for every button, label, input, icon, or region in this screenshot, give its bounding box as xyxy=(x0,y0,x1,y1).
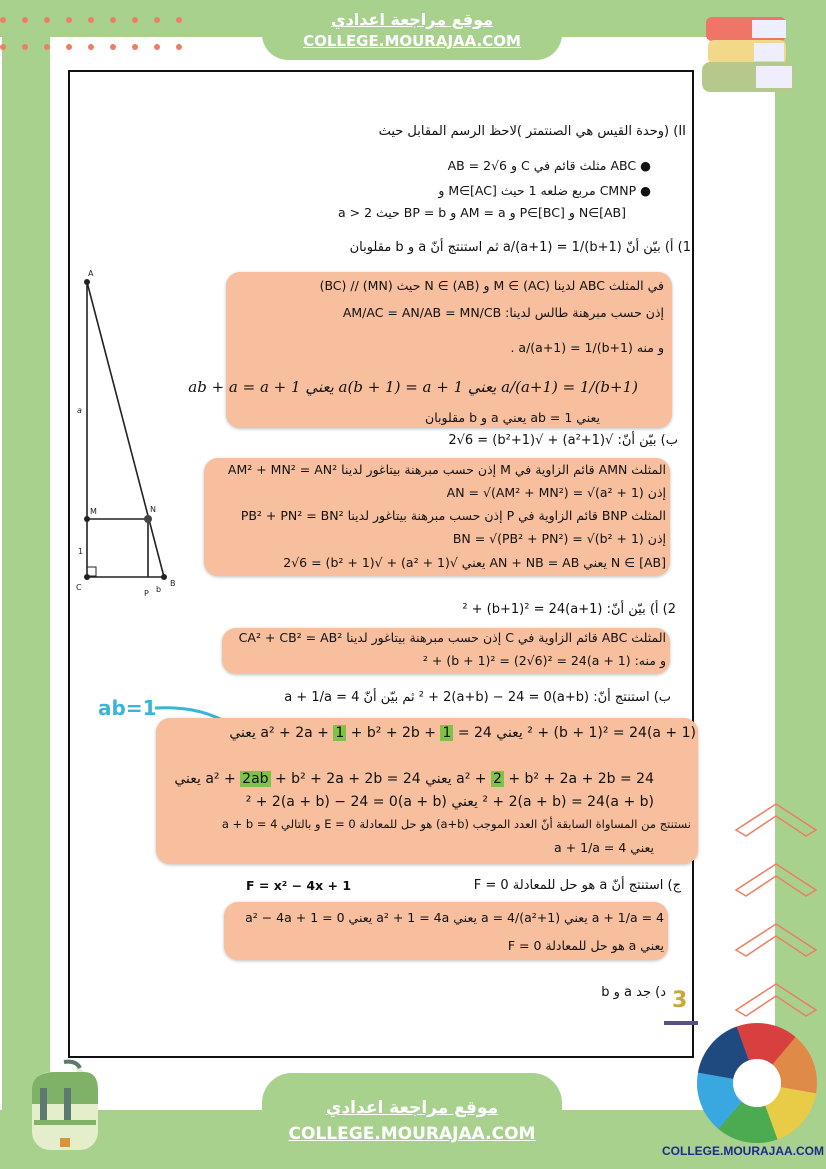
exercise-title: II) (وحدة القيس هي الصنتمتر )لاحظ الرسم المقابل حيث xyxy=(378,124,686,139)
svg-text:P: P xyxy=(144,589,149,598)
chevrons-decoration-icon xyxy=(734,790,818,1030)
box1-line-2: إذن حسب مبرهنة طالس لدينا: AM/AC = AN/AB = MN/CB xyxy=(342,305,664,320)
box2-line-5: N ∈ [AB] يعني AN + NB = AB يعني √(a² + 1) + √(b² + 1) = 2√6 xyxy=(283,555,666,570)
condition: N∈[AB] و P∈[BC] و AM = a و BP = b حيث a > 2 xyxy=(337,205,626,220)
svg-text:1: 1 xyxy=(78,547,84,556)
footer-tab xyxy=(262,1073,562,1169)
box1-line-5: يعني ab = 1 يعني a و b مقلوبان xyxy=(425,410,600,425)
box4-line-4: نستنتج من المساواة السابقة أنّ العدد الموجب (a+b) هو حل للمعادلة E = 0 و بالتالي a + b = 4 xyxy=(221,817,691,831)
svg-text:b: b xyxy=(156,585,162,594)
svg-text:a: a xyxy=(77,406,82,415)
question-2d: د) جد a و b xyxy=(601,985,666,1000)
svg-text:C: C xyxy=(76,583,82,592)
footer-logo-text[interactable]: COLLEGE.MOURAJAA.COM xyxy=(662,1144,824,1158)
function-f: F = x² − 4x + 1 xyxy=(246,878,352,893)
box2-line-3: المثلث BNP قائم الزاوية في P إذن حسب مبرهنة بيتاغور لدينا PB² + PN² = BN² xyxy=(240,508,666,523)
dots-row-1 xyxy=(0,17,182,23)
box3-line-2: و منه: (a + 1)² + (b + 1)² = (2√6)² = 24 xyxy=(422,653,666,668)
triangle-figure xyxy=(74,270,184,600)
box3-line-1: المثلث ABC قائم الزاوية في C إذن حسب مبرهنة بيتاغور لدينا CA² + CB² = AB² xyxy=(238,630,666,645)
bullet-2: ● CMNP مربع ضلعه 1 حيث M∈[AC] و xyxy=(438,183,651,198)
footer-site-name: موقع مراجعة اعدادي xyxy=(325,1098,499,1118)
box2-line-4: إذن BN = √(PB² + PN²) = √(b² + 1) xyxy=(452,531,666,546)
left-strip xyxy=(2,37,50,1112)
page-number: 3 xyxy=(672,988,688,1013)
question-2a: 2) أ) بيّن أنّ: (a+1)² + (b+1)² = 24 xyxy=(462,602,676,617)
box4-line-3: (a + b)² + 2(a + b) = 24 يعني (a + b)² + 2(a + b) − 24 = 0 xyxy=(245,794,654,810)
box5-line-1: a + 1/a = 4 يعني (a²+1)/a = 4 يعني a² + 1 = 4a يعني a² − 4a + 1 = 0 xyxy=(245,910,664,925)
box1-line-4: a/(a+1) = 1/(b+1) يعني a(b + 1) = a + 1 يعني ab + a = a + 1 xyxy=(188,378,638,396)
svg-text:N: N xyxy=(150,505,156,514)
svg-text:B: B xyxy=(170,579,176,588)
backpack-icon xyxy=(16,1058,112,1154)
page-number-underline xyxy=(664,1021,698,1025)
footer-site-link[interactable]: COLLEGE.MOURAJAA.COM xyxy=(288,1124,536,1144)
box4-line-5: يعني a + 1/a = 4 xyxy=(554,840,654,855)
box4-line-2: a² + 2 + b² + 2a + 2b = 24 يعني a² + 2ab + b² + 2a + 2b = 24 يعني xyxy=(174,771,654,787)
header-site-name: موقع مراجعة اعدادي xyxy=(330,10,494,29)
box1-line-1: في المثلث ABC لدينا M ∈ (AC) و N ∈ (AB) حيث (MN) // (BC) xyxy=(319,278,664,293)
annotation-ab-equals-1: ab=1 xyxy=(98,696,157,720)
subjects-wheel-logo-icon xyxy=(696,1022,818,1144)
box2-line-2: إذن AN = √(AM² + MN²) = √(a² + 1) xyxy=(446,485,666,500)
box2-line-1: المثلث AMN قائم الزاوية في M إذن حسب مبرهنة بيتاغور لدينا AM² + MN² = AN² xyxy=(227,462,666,477)
label-a-point: A xyxy=(88,270,94,278)
question-1a: 1) أ) بيّن أنّ a/(a+1) = 1/(b+1) ثم استنتج أنّ a و b مقلوبان xyxy=(349,240,691,255)
header-site-link[interactable]: COLLEGE.MOURAJAA.COM xyxy=(303,32,521,50)
bullet-1: ● ABC مثلث قائم في C و AB = 2√6 xyxy=(447,158,651,173)
header-tab xyxy=(262,0,562,60)
box5-line-2: يعني a هو حل للمعادلة F = 0 xyxy=(507,938,664,953)
question-1b: ب) بيّن أنّ: √(a²+1) + √(b²+1) = 2√6 xyxy=(448,433,678,448)
question-2c: ج) استنتج أنّ a هو حل للمعادلة F = 0 xyxy=(473,878,681,893)
question-2b: ب) استنتج أنّ: (a+b)² + 2(a+b) − 24 = 0 ثم بيّن أنّ a + 1/a = 4 xyxy=(284,690,671,705)
dots-row-2 xyxy=(0,44,182,50)
books-icon xyxy=(702,12,802,96)
box4-line-1: (a + 1)² + (b + 1)² = 24 يعني a² + 2a + 1 + b² + 2b + 1 = 24 يعني xyxy=(229,725,696,741)
box1-line-3: و منه a/(a+1) = 1/(b+1) . xyxy=(510,340,664,355)
svg-text:M: M xyxy=(90,507,97,516)
